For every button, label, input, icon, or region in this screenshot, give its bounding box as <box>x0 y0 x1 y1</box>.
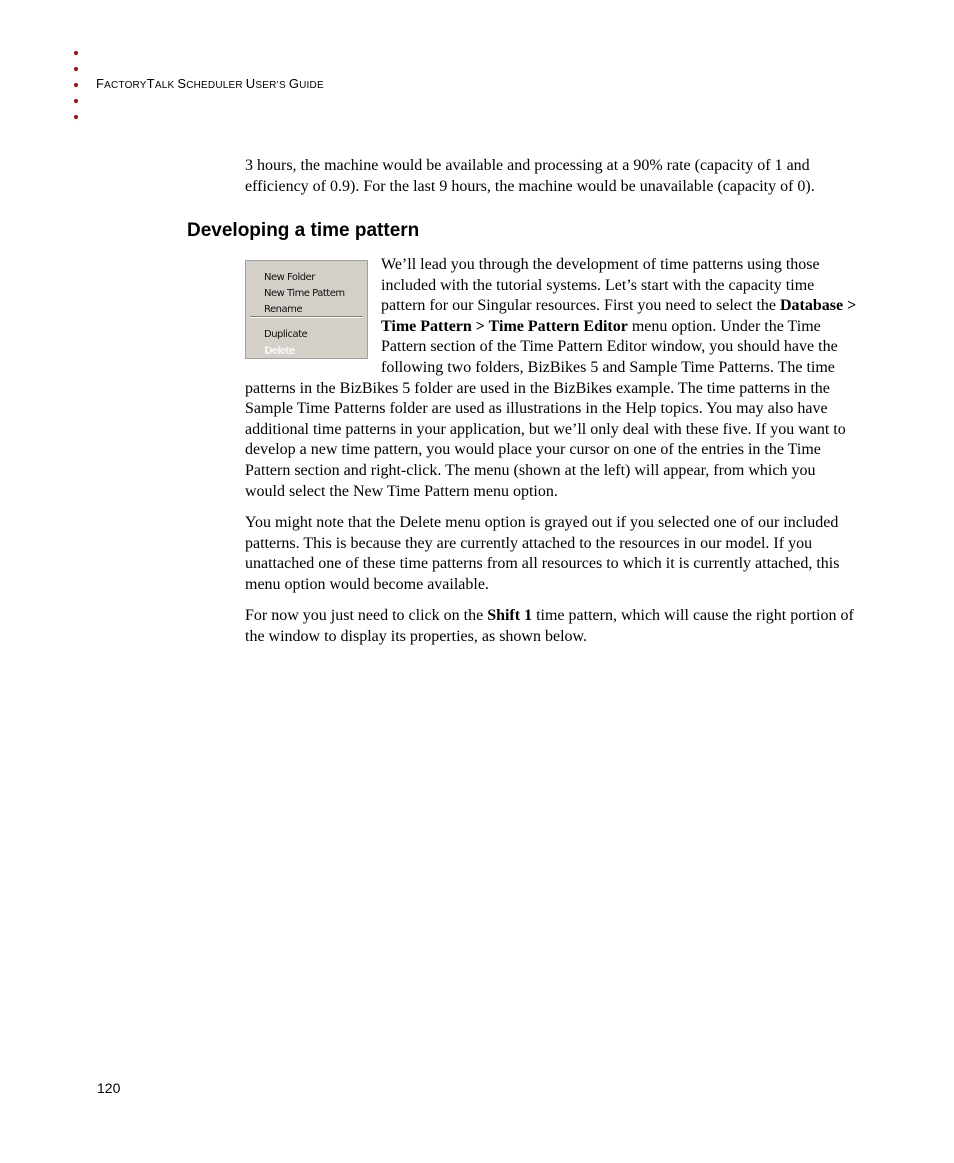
section-heading: Developing a time pattern <box>187 220 420 241</box>
header-text: S <box>177 76 187 91</box>
bullet-dot <box>74 67 78 71</box>
paragraph-text: For now you just need to click on the <box>245 607 488 624</box>
menu-item-delete: Delete <box>264 345 294 356</box>
bullet-dot <box>74 115 78 119</box>
menu-separator <box>250 316 363 318</box>
page-number: 120 <box>97 1080 121 1096</box>
menu-item-new-folder: New Folder <box>264 272 315 283</box>
paragraph-shift1 <box>245 606 857 647</box>
paragraph-time-patterns <box>245 255 857 502</box>
paragraph-delete-note: You might note that the Delete menu option is grayed out if you selected one of our included patterns. This is because they are currently attached to the resources in our model. If you unattached one of these time patterns from all resources to which it is currently attached, this menu option would become available. <box>245 514 840 593</box>
menu-path-bold: Database > Time Pattern > Time Pattern Editor <box>381 297 857 335</box>
paragraph-text: menu option. Under the Time Pattern section of the Time Pattern Editor window, you should have the following two folders, BizBikes 5 and Sample Time Patterns. The time patterns in the BizBikes 5 folder are used in the BizBikes example. The time patterns in the Sample Time Patterns folder are used as illustrations in the Help topics. You may also have additional time patterns in your application, but we’ll only deal with these five. If you want to develop a new time pattern, you would place your cursor on one of the entries in the Time Pattern section and right-click. The menu (shown at the left) will appear, from which you would select the New Time Pattern menu option. <box>245 317 846 500</box>
bullet-dot <box>74 83 78 87</box>
bullet-dot <box>74 51 78 55</box>
header-text: ALK <box>154 80 178 91</box>
header-text: SER’S <box>255 80 289 91</box>
header-text: F <box>96 76 105 91</box>
header-text: CHEDULER <box>186 80 246 91</box>
context-menu-screenshot <box>245 260 368 359</box>
intro-paragraph: 3 hours, the machine would be available and processing at a 90% rate (capacity of 1 and efficiency of 0.9). For the last 9 hours, the machine would be unavailable (capacity of 0). <box>245 157 815 195</box>
menu-item-duplicate: Duplicate <box>264 329 308 340</box>
paragraph-text: time pattern, which will cause the right portion of the window to display its properties, as shown below. <box>245 607 854 645</box>
header-text: U <box>245 76 256 91</box>
menu-item-rename: Rename <box>264 304 303 315</box>
running-header <box>96 76 324 91</box>
paragraph-text: We’ll lead you through the development of time patterns using those included with the tutorial systems. Let’s start with the capacity time pattern for our Singular resources. First you need to select the <box>381 256 820 315</box>
header-text: UIDE <box>299 80 324 91</box>
header-text: G <box>288 76 300 91</box>
header-text: ACTORY <box>104 80 147 91</box>
bullet-dot <box>74 99 78 103</box>
header-text: T <box>146 76 155 91</box>
menu-item-new-time-pattern: New Time Pattern <box>264 288 345 299</box>
shift1-bold: Shift 1 <box>487 607 533 624</box>
